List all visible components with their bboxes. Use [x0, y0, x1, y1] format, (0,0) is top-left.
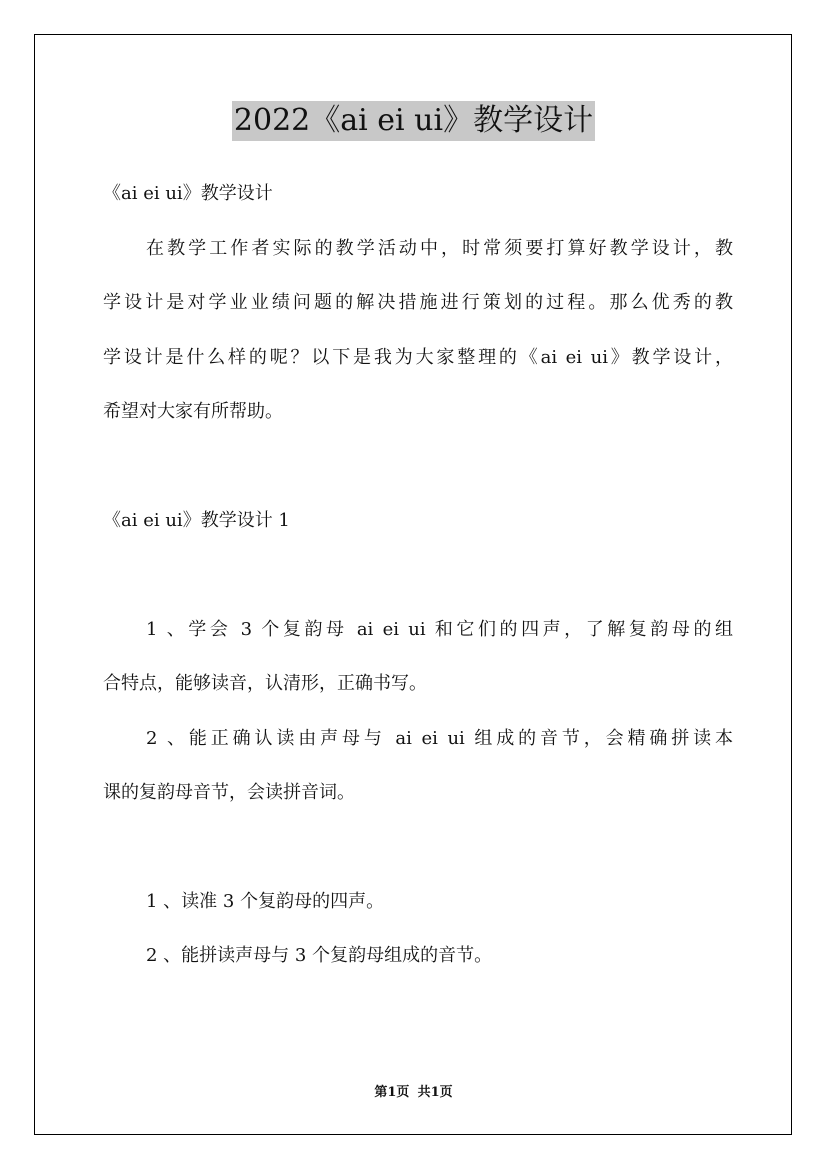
intro-line-4: 希望对大家有所帮助。	[103, 401, 283, 422]
document-subtitle: 《ai ei ui》教学设计	[103, 183, 273, 204]
goal-line-4: 课的复韵母音节，会读拼音词。	[103, 782, 355, 803]
section-heading: 《ai ei ui》教学设计 1	[103, 510, 290, 531]
key-point-2: 2 、能拼读声母与 3 个复韵母组成的音节。	[146, 945, 493, 966]
title-container	[0, 101, 827, 141]
page-footer	[0, 1084, 827, 1102]
goal-line-3: 2 、能正确认读由声母与 ai ei ui 组成的音节，会精确拼读本	[146, 728, 733, 749]
key-point-1: 1 、读准 3 个复韵母的四声。	[146, 891, 385, 912]
intro-line-2: 学设计是对学业业绩问题的解决措施进行策划的过程。那么优秀的教	[103, 292, 733, 313]
intro-line-3: 学设计是什么样的呢？以下是我为大家整理的《ai ei ui》教学设计，	[103, 347, 734, 368]
intro-line-1: 在教学工作者实际的教学活动中，时常须要打算好教学设计，教	[146, 238, 733, 259]
goal-line-2: 合特点，能够读音，认清形，正确书写。	[103, 673, 427, 694]
goal-line-1: 1 、学会 3 个复韵母 ai ei ui 和它们的四声，了解复韵母的组	[146, 619, 733, 640]
document-title: 2022《ai ei ui》教学设计	[232, 101, 595, 141]
page-total-label: 共1页	[417, 1085, 453, 1100]
page-number-label: 第1页	[374, 1085, 410, 1100]
